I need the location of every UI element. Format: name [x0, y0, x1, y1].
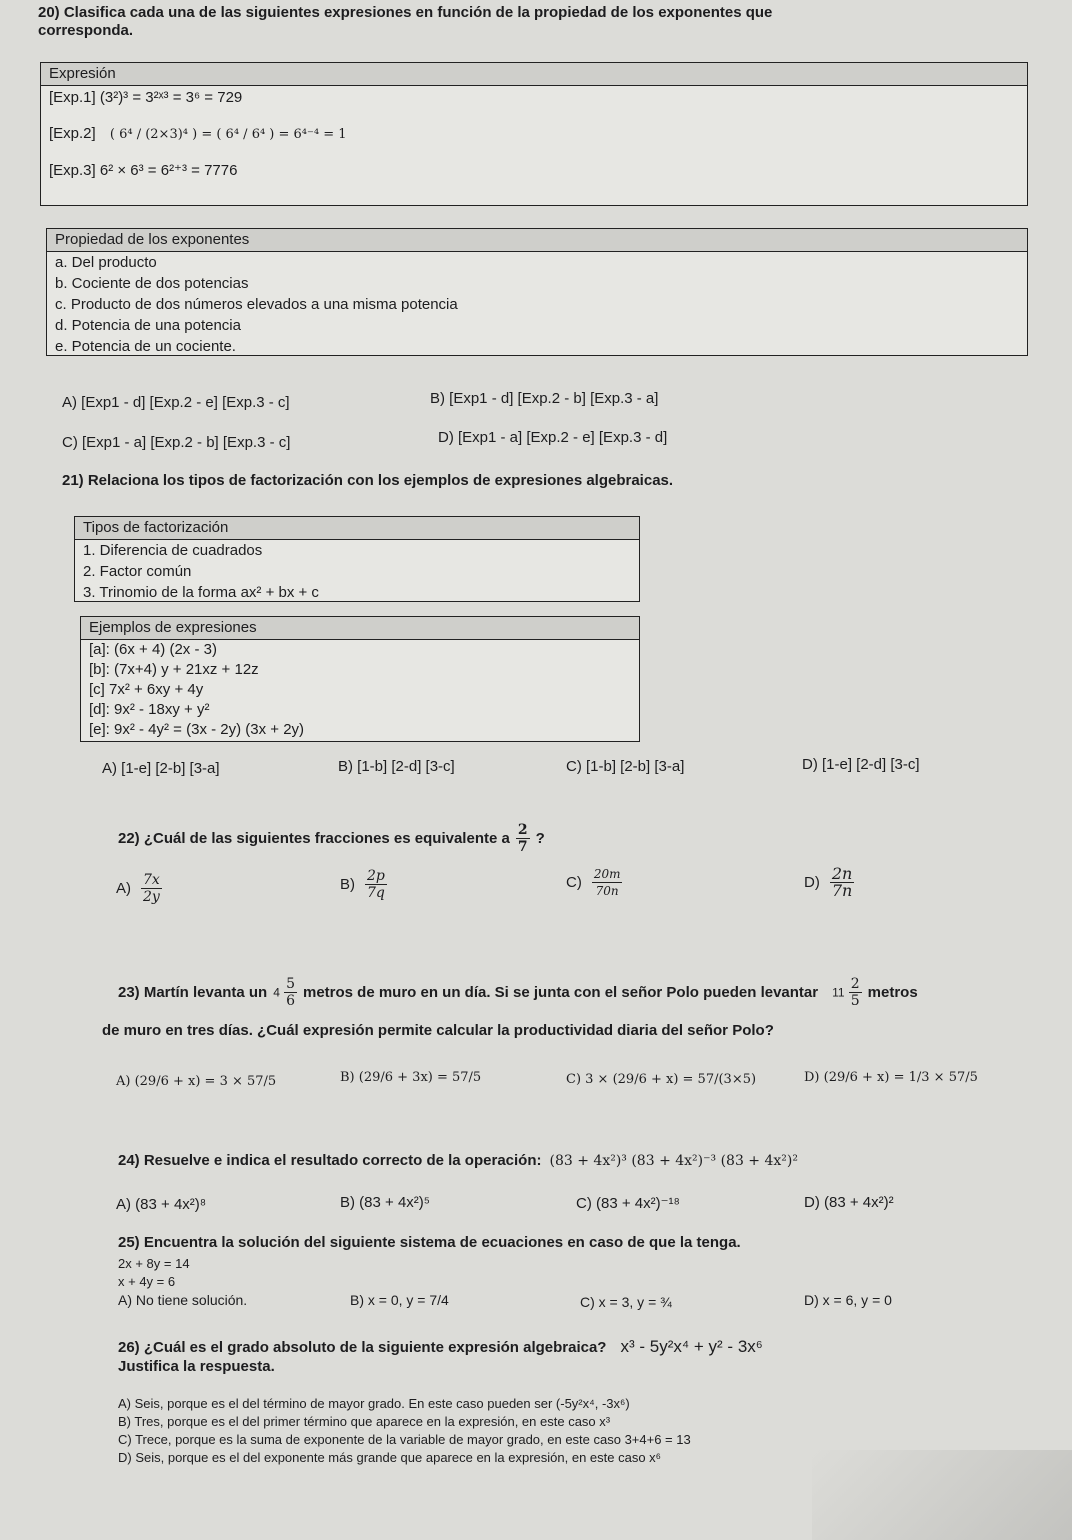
q23-mixed-number-2	[832, 976, 862, 1009]
q22-fraction-denominator: 7	[517, 839, 528, 855]
property-item: b. Cociente de dos potencias	[55, 275, 249, 292]
example-item: [a]: (6x + 4) (2x - 3)	[89, 641, 217, 658]
fraction-denominator: 7q	[367, 885, 385, 901]
exp2-label: [Exp.2]	[49, 125, 96, 142]
q21-option-d[interactable]: D) [1-e] [2-d] [3-c]	[802, 756, 920, 773]
q23-line2: de muro en tres días. ¿Cuál expresión permite calcular la productividad diaria del señor Polo?	[102, 1022, 774, 1039]
type-item: 2. Factor común	[83, 563, 192, 580]
type-item: 3. Trinomio de la forma ax² + bx + c	[83, 584, 319, 601]
q23-mixed-number-1	[273, 976, 297, 1009]
q20-option-b[interactable]: B) [Exp1 - d] [Exp.2 - b] [Exp.3 - a]	[430, 390, 659, 407]
q20-intro-line1: 20) Clasifica cada una de las siguientes expresiones en función de la propiedad de los exponentes que	[38, 4, 773, 21]
q21-title: 21) Relaciona los tipos de factorización con los ejemplos de expresiones algebraicas.	[62, 472, 674, 489]
q22-option-c-label: C)	[566, 874, 582, 891]
exp1-row: [Exp.1] (3²)³ = 3²ˣ³ = 3⁶ = 729	[49, 89, 243, 106]
page-shadow	[812, 1450, 1072, 1540]
exp2-row	[41, 110, 1027, 159]
q25-option-b[interactable]: B) x = 0, y = 7/4	[350, 1292, 449, 1308]
q21-option-c[interactable]: C) [1-b] [2-b] [3-a]	[566, 758, 685, 775]
property-item: a. Del producto	[55, 254, 157, 271]
mixed-whole: 4	[273, 985, 280, 1000]
q20-option-a[interactable]: A) [Exp1 - d] [Exp.2 - e] [Exp.3 - c]	[62, 394, 290, 411]
q26-option-c[interactable]: C) Trece, porque es la suma de exponente de la variable de mayor grado, en este caso 3+4+6 = 13	[118, 1432, 691, 1447]
fraction-denominator: 6	[286, 993, 295, 1009]
q24-title-row	[118, 1152, 798, 1170]
fraction-numerator: 5	[286, 976, 295, 992]
examples-header: Ejemplos de expresiones	[81, 617, 639, 640]
q23-line1	[118, 976, 918, 1009]
q23-option-b[interactable]: B) (29/6 + 3x) = 57/5	[340, 1070, 482, 1085]
example-item: [c] 7x² + 6xy + 4y	[89, 681, 204, 698]
factorization-types-table	[74, 516, 640, 602]
q24-title: 24) Resuelve e indica el resultado correcto de la operación:	[118, 1152, 542, 1169]
q24-option-d[interactable]: D) (83 + 4x²)²	[804, 1194, 894, 1211]
q26-subtitle: Justifica la respuesta.	[118, 1358, 275, 1375]
q21-option-b[interactable]: B) [1-b] [2-d] [3-c]	[338, 758, 455, 775]
property-item: e. Potencia de un cociente.	[55, 338, 236, 355]
fraction-numerator: 2n	[831, 864, 853, 883]
q25-equation-2: x + 4y = 6	[118, 1274, 176, 1289]
q24-option-a[interactable]: A) (83 + 4x²)⁸	[116, 1196, 207, 1213]
q22-fraction-numerator: 2	[517, 822, 528, 838]
fraction-numerator: 7x	[143, 872, 160, 888]
q22-option-b-fraction	[365, 868, 387, 901]
q23-option-c[interactable]: C) 3 × (29/6 + x) = 57/(3×5)	[566, 1072, 757, 1087]
mixed-whole: 11	[832, 985, 845, 1000]
q22-option-d-label: D)	[804, 874, 820, 891]
q26-title-row	[118, 1338, 763, 1357]
types-header: Tipos de factorización	[75, 517, 639, 540]
q23-text-a: 23) Martín levanta un	[118, 983, 268, 1001]
q22-option-b-label: B)	[340, 876, 355, 893]
q20-option-c[interactable]: C) [Exp1 - a] [Exp.2 - b] [Exp.3 - c]	[62, 434, 291, 451]
q26-option-b[interactable]: B) Tres, porque es el del primer término que aparece en la expresión, en este caso x³	[118, 1414, 611, 1429]
q21-option-a[interactable]: A) [1-e] [2-b] [3-a]	[102, 760, 220, 777]
q25-equation-1: 2x + 8y = 14	[118, 1256, 190, 1271]
q23-option-a[interactable]: A) (29/6 + x) = 3 × 57/5	[116, 1074, 277, 1089]
q25-option-c[interactable]: C) x = 3, y = ¾	[580, 1294, 672, 1310]
fraction-numerator: 2p	[367, 868, 385, 884]
q25-option-a[interactable]: A) No tiene solución.	[118, 1292, 248, 1308]
fraction-denominator: 5	[850, 993, 860, 1009]
expression-table	[40, 62, 1028, 206]
mixed-fraction	[284, 976, 297, 1009]
fraction-numerator: 20m	[593, 867, 621, 881]
q26-formula: x³ - 5y²x⁴ + y² - 3x⁶	[620, 1337, 763, 1356]
fraction-denominator: 7n	[831, 881, 853, 900]
property-item: d. Potencia de una potencia	[55, 317, 241, 334]
q22-option-a-label: A)	[116, 880, 131, 897]
q22-option-c[interactable]	[566, 866, 622, 899]
q24-option-b[interactable]: B) (83 + 4x²)⁵	[340, 1194, 430, 1211]
q26-title: 26) ¿Cuál es el grado absoluto de la siguiente expresión algebraica?	[118, 1339, 607, 1356]
mixed-fraction	[849, 976, 862, 1009]
q22-title-row	[118, 822, 545, 855]
q26-option-d[interactable]: D) Seis, porque es el del exponente más grande que aparece en la expresión, en este caso x⁶	[118, 1450, 662, 1465]
q24-formula: (83 + 4x²)³ (83 + 4x²)⁻³ (83 + 4x²)²	[549, 1153, 798, 1169]
q23-option-d[interactable]: D) (29/6 + x) = 1/3 × 57/5	[804, 1070, 978, 1085]
q22-question-mark: ?	[535, 829, 545, 847]
exp3-row: [Exp.3] 6² × 6³ = 6²⁺³ = 7776	[49, 162, 238, 179]
example-item: [e]: 9x² - 4y² = (3x - 2y) (3x + 2y)	[89, 721, 305, 738]
q22-option-a-fraction	[141, 872, 162, 905]
expression-header: Expresión	[41, 63, 1027, 86]
fraction-denominator: 2y	[142, 889, 160, 905]
fraction-numerator: 2	[850, 976, 860, 992]
expression-examples-table	[80, 616, 640, 742]
q22-option-d[interactable]	[804, 866, 854, 899]
q22-title: 22) ¿Cuál de las siguientes fracciones es equivalente a	[118, 829, 510, 847]
fraction-denominator: 70n	[595, 884, 619, 898]
q25-option-d[interactable]: D) x = 6, y = 0	[804, 1292, 892, 1308]
q22-option-a[interactable]	[116, 872, 162, 905]
exp2-formula: ( 6⁴ / (2×3)⁴ ) = ( 6⁴ / 6⁴ ) = 6⁴⁻⁴ = 1	[109, 127, 347, 142]
q22-option-d-fraction	[830, 866, 854, 899]
example-item: [b]: (7x+4) y + 21xz + 12z	[89, 661, 259, 678]
q22-fraction	[516, 822, 530, 855]
q24-option-c[interactable]: C) (83 + 4x²)⁻¹⁸	[576, 1195, 680, 1212]
property-item: c. Producto de dos números elevados a una misma potencia	[55, 296, 458, 313]
q22-option-b[interactable]	[340, 868, 387, 901]
q23-text-c: metros	[867, 983, 918, 1001]
q23-text-b: metros de muro en un día. Si se junta con el señor Polo pueden levantar	[302, 983, 819, 1001]
q20-intro-line2: corresponda.	[38, 22, 134, 39]
q26-option-a[interactable]: A) Seis, porque es el del término de mayor grado. En este caso pueden ser (-5y²x⁴, -3x⁶)	[118, 1396, 630, 1411]
q25-title: 25) Encuentra la solución del siguiente sistema de ecuaciones en caso de que la tenga.	[118, 1234, 741, 1251]
type-item: 1. Diferencia de cuadrados	[83, 542, 263, 559]
property-table	[46, 228, 1028, 356]
property-header: Propiedad de los exponentes	[47, 229, 1027, 252]
example-item: [d]: 9x² - 18xy + y²	[89, 701, 210, 718]
q22-option-c-fraction	[592, 866, 623, 899]
q20-option-d[interactable]: D) [Exp1 - a] [Exp.2 - e] [Exp.3 - d]	[438, 429, 668, 446]
